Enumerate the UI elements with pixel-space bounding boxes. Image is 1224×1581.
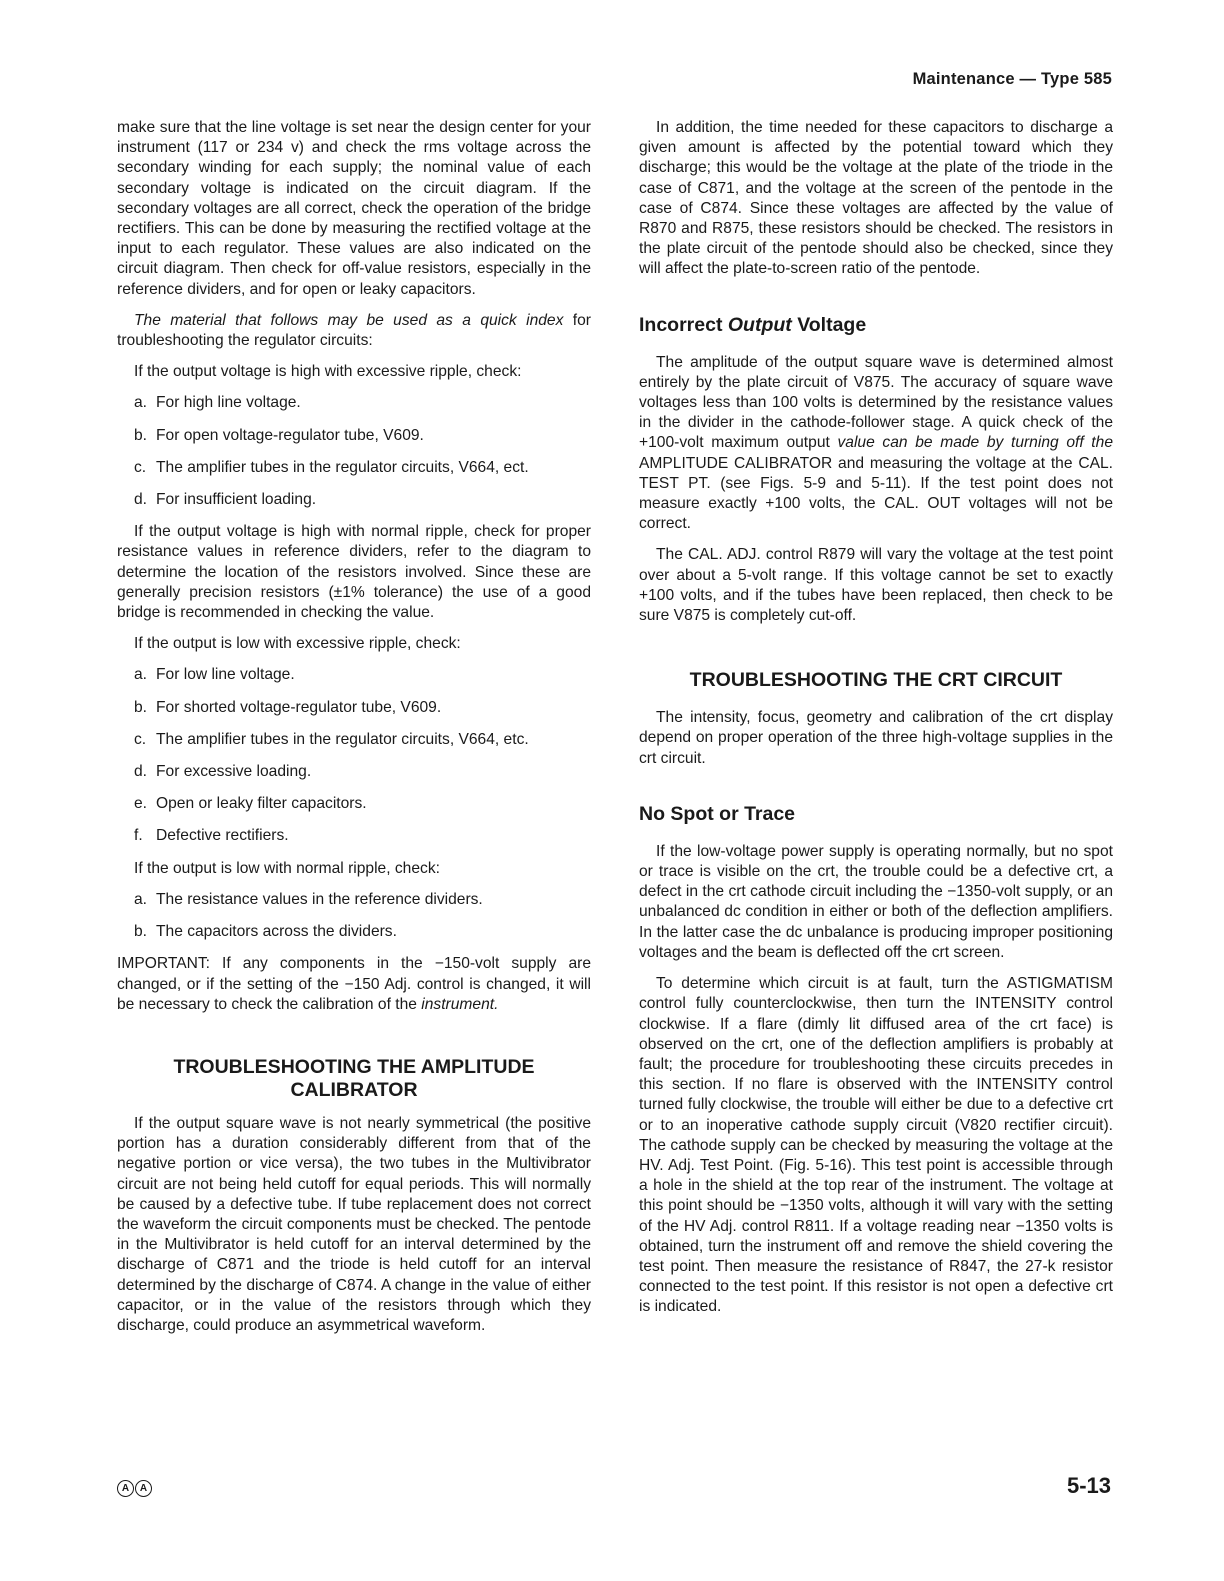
paragraph-quick-index	[117, 311, 591, 351]
paragraph-cal-adj: The CAL. ADJ. control R879 will vary the voltage at the test point over about a 5-volt range. If this voltage cannot be set to exactly +100 volts, and if the tubes have been replaced, then check to be sure V875 is completely cut-off.	[639, 546, 1113, 625]
list-text: The resistance values in the reference dividers.	[156, 890, 483, 908]
list-text: For insufficient loading.	[156, 491, 317, 509]
list-text: For shorted voltage-regulator tube, V609.	[156, 698, 442, 716]
amplitude-text-a: The amplitude of the output square wave is determined almost entirely by the plate circuit of V875. The accuracy of square wave voltages less than 100 volts is determined by the resistance values in the divider in the cathode-follower stage. A quick check of the +100-volt maximum output	[639, 353, 1113, 452]
paragraph-line-voltage: make sure that the line voltage is set near the design center for your instrument (117 or 234 v) and check the rms voltage across the secondary winding for each supply; the nominal value of each secondary voltage is indicated on the circuit diagram. If the secondary voltages are all correct, check the operation of the bridge rectifiers. This can be done by measuring the rectified voltage at the input to each regulator. These values are also indicated on the circuit diagram. Then check for off-value resistors, especially in the reference dividers, and for open or leaky capacitors.	[117, 119, 591, 298]
running-header: Maintenance — Type 585	[912, 70, 1112, 88]
paragraph-discharge-time: In addition, the time needed for these capacitors to discharge a given amount is affected by the potential toward which they discharge; this would be the voltage at the plate of the triode in the case of C871, and the voltage at the screen of the pentode in the case of C874. Since these voltages are affected by the value of R870 and R875, these resistors should be checked. The resistors in the plate circuit of the pentode should also be checked, since they will affect the plate-to-screen ratio of the pentode.	[639, 119, 1113, 278]
heading-no-spot-or-trace: No Spot or Trace	[639, 802, 796, 825]
list-item	[117, 762, 591, 782]
important-tail: the	[390, 995, 417, 1013]
quick-index-rest: for troubleshooting the regulator circuits:	[117, 311, 591, 350]
list-label: b.	[134, 923, 148, 941]
paragraph-amplitude	[639, 353, 1113, 535]
paragraph-no-spot: If the low-voltage power supply is operating normally, but no spot or trace is visible on the crt, the trouble could be a defective crt, a defect in the crt cathode circuit including the −1350-volt supply, or an unbalanced dc condition in either or both of the deflection amplifiers. In the latter case the dc unbalance is producing improper positioning voltages and the beam is deflected off the crt screen.	[639, 842, 1113, 961]
list-text: For open voltage-regulator tube, V609.	[156, 426, 424, 444]
important-tail-italic: instrument.	[416, 995, 499, 1013]
heading-word: Incorrect	[639, 313, 723, 336]
list-text: For low line voltage.	[156, 666, 295, 684]
list-item	[117, 922, 591, 942]
list-text: The amplifier tubes in the regulator circuits, V664, ect.	[156, 458, 529, 476]
list-item	[117, 890, 591, 910]
publisher-logo	[117, 1480, 152, 1497]
list-label: d.	[134, 491, 148, 509]
list-item	[117, 393, 591, 413]
list-label: a.	[134, 890, 148, 908]
list-text: Open or leaky filter capacitors.	[156, 795, 367, 813]
list-label: a.	[134, 394, 148, 412]
list-item	[117, 458, 591, 478]
list-label: b.	[134, 698, 148, 716]
list-item	[117, 826, 591, 846]
heading-incorrect-output-voltage	[639, 313, 1113, 337]
list-label: d.	[134, 763, 148, 781]
list1-intro: If the output voltage is high with excessive ripple, check:	[134, 363, 522, 381]
list3-intro: If the output is low with normal ripple, check:	[134, 859, 440, 877]
amplitude-text-b: AMPLITUDE CALIBRATOR and measuring the voltage at the CAL. TEST PT. (see Figs. 5-9 and 5-11). If the test point does not measure exactly +100 volts, the CAL. OUT voltages will not be correct.	[639, 454, 1113, 533]
right-column	[639, 118, 1113, 1329]
page-number: 5-13	[1066, 1473, 1111, 1498]
heading-line-2: CALIBRATOR	[290, 1078, 418, 1101]
heading-word-italic: Output	[727, 313, 792, 336]
paragraph-crt-intro: The intensity, focus, geometry and calibration of the crt display depend on proper operation of the three high-voltage supplies in the crt circuit.	[639, 709, 1113, 767]
circled-a-icon: A	[135, 1480, 152, 1497]
list-label: f.	[134, 827, 143, 845]
paragraph-normal-ripple: If the output voltage is high with normal ripple, check for proper resistance values in reference dividers, refer to the diagram to determine the location of the resistors involved. Since these are generally precision resistors (±1% tolerance) the use of a good bridge is recommended in checking the value.	[117, 523, 591, 622]
heading-crt-circuit: TROUBLESHOOTING THE CRT CIRCUIT	[689, 669, 1063, 692]
list-item	[117, 730, 591, 750]
list-text: For excessive loading.	[156, 763, 312, 781]
list-label: a.	[134, 666, 148, 684]
list-item	[117, 426, 591, 446]
list-item	[117, 698, 591, 718]
heading-word: Voltage	[797, 313, 867, 336]
list-item	[117, 794, 591, 814]
list-label: b.	[134, 426, 148, 444]
circled-a-icon: A	[117, 1480, 134, 1497]
amplitude-text-italic: value can be made by turning off the	[829, 434, 1113, 452]
list-text: The capacitors across the dividers.	[156, 923, 397, 941]
left-column	[117, 118, 591, 1347]
paragraph-square-wave: If the output square wave is not nearly symmetrical (the positive portion has a duration considerably different from that of the negative portion or vice versa), the two tubes in the Multivibrator circuit are not being held cutoff for equal periods. This will normally be caused by a defective tube. If tube replacement does not correct the waveform the circuit components must be checked. The pentode in the Multivibrator is held cutoff for an interval determined by the discharge of C871 and the triode is held cutoff for an interval determined by the discharge of C874. A change in the value of either capacitor, or in the value of the resistors through which they discharge, could produce an asymmetrical waveform.	[117, 1114, 591, 1334]
heading-line-1: TROUBLESHOOTING THE AMPLITUDE	[173, 1055, 535, 1078]
list-item	[117, 665, 591, 685]
list-label: c.	[134, 730, 147, 748]
list-label: c.	[134, 458, 147, 476]
list-text: For high line voltage.	[156, 394, 301, 412]
paragraph-fault-procedure: To determine which circuit is at fault, turn the ASTIGMATISM control fully counterclockwise, then turn the INTENSITY control clockwise. If a flare (dimly lit diffused area of the crt face) is observed on the crt, one of the deflection amplifiers is probably at fault; the procedure for troubleshooting these circuits precedes in this section. If no flare is observed with the INTENSITY control turned fully clockwise, the trouble will either be due to a defective crt or to an inoperative cathode supply circuit (V820 rectifier circuit). The cathode supply can be checked by measuring the voltage at the HV. Adj. Test Point. (Fig. 5-16). This test point is accessible through a hole in the shield at the top rear of the instrument. The voltage at this point should be −1350 volts, although it will vary with the setting of the HV Adj. control R811. If a voltage reading near −1350 volts is obtained, turn the instrument off and remove the shield covering the test point. Then measure the resistance of R847, the 27-k resistor connected to the test point. If this resistor is not open a defective crt is indicated.	[639, 975, 1113, 1316]
list-label: e.	[134, 795, 148, 813]
list-text: The amplifier tubes in the regulator circuits, V664, etc.	[156, 730, 529, 748]
heading-amplitude-calibrator	[117, 1056, 591, 1102]
list-text: Defective rectifiers.	[156, 827, 289, 845]
important-main: IMPORTANT: If any components in the −150-volt supply are changed, or if the setting of the −150 Adj. control is changed, it will be necessary to check the calibration of	[117, 955, 591, 1013]
quick-index-italic: The material that follows may be used as a quick index	[134, 311, 564, 329]
list-item	[117, 490, 591, 510]
list2-intro: If the output is low with excessive ripple, check:	[134, 635, 461, 653]
important-note	[117, 954, 591, 1015]
